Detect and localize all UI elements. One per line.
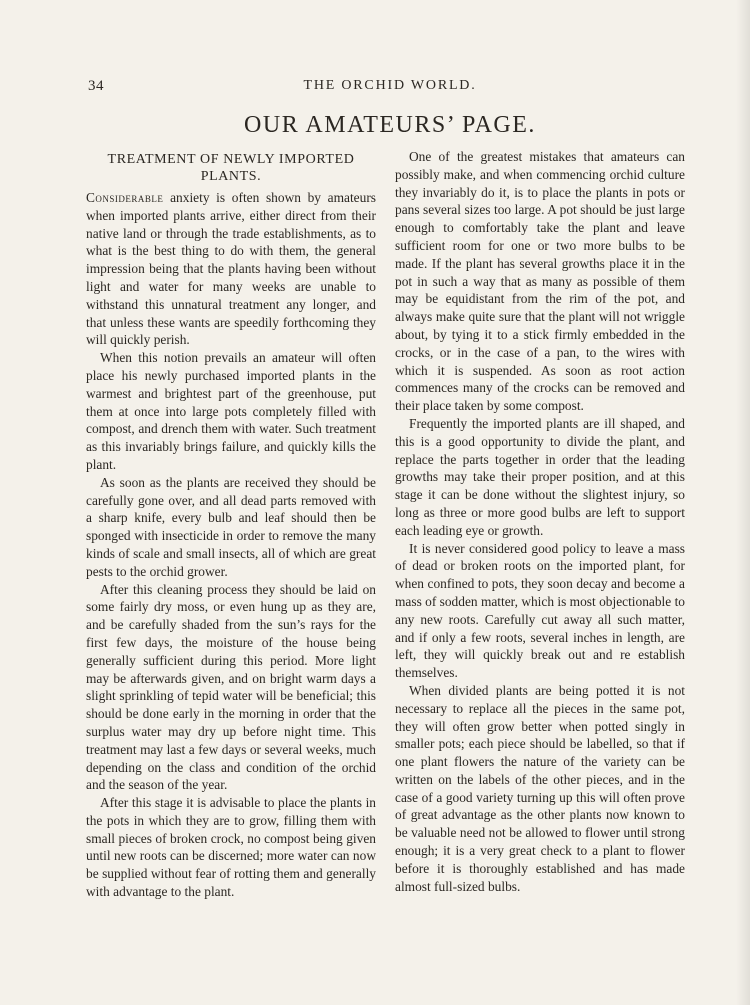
paragraph: Frequently the imported plants are ill shaped, and this is a good opportunity to divide the plant, and replace the parts together in order that the leading growths may take their proper position, and at this stage it can be done without the slightest injury, so long as three or more good bulbs are left to support each leading eye or growth. <box>395 415 685 538</box>
running-head <box>88 78 692 98</box>
journal-title: THE ORCHID WORLD. <box>303 78 477 93</box>
page-edge-shadow <box>736 0 750 1005</box>
paragraph <box>86 189 376 349</box>
paragraph: As soon as the plants are received they should be carefully gone over, and all dead parts removed with a sharp knife, every bulb and leaf should then be sponged with insecticide in order to remove the many kinds of scale and small insects, all of which are great pests to the orchid grower. <box>86 474 376 579</box>
left-column <box>86 148 376 901</box>
article-heading: TREATMENT OF NEWLY IMPORTED PLANTS. <box>107 152 355 184</box>
paragraph: After this stage it is advisable to place the plants in the pots in which they are to grow, filling them with small pieces of broken crock, no compost being given until new roots can be discerned; more water can now be supplied without fear of rotting them and generally with advantage to the plant. <box>86 795 376 900</box>
page-title: OUR AMATEURS’ PAGE. <box>244 112 536 138</box>
paragraph: One of the greatest mistakes that amateurs can possibly make, and when commencing orchid culture they invariably do it, is to place the plants in pots or pans several sizes too large. A pot should be just large enough to comfortably take the plant and leave sufficient room for one or two more bulbs to be made. If the plant has several growths place it in the pot in such a way that as many as possible of them may be equidistant from the rim of the pot, and always make quite sure that the plant will not wriggle about, by tying it to a stick firmly embedded in the crocks, or in the case of a pan, to the wires with which it is suspended. As soon as root action commences many of the crocks can be removed and their place taken by some compost. <box>395 149 685 414</box>
drop-first-word: Considerable <box>86 190 164 205</box>
paragraph: After this cleaning process they should be laid on some fairly dry moss, or even hung up as they are, and be carefully shaded from the sun’s rays for the first few days, the moisture of the house being generally sufficient during this period. More light may be afterwards given, and on bright warm days a slight sprinkling of tepid water will be beneficial; this should be done early in the morning in order that the surplus water may dry up before night time. This treatment may last a few days or several weeks, much depending on the class and condition of the orchid and the season of the year. <box>86 581 376 793</box>
page-number: 34 <box>88 78 104 94</box>
paragraph-text: anxiety is often shown by amateurs when imported plants arrive, either direct from their native land or through the trade establishments, as to what is the best thing to do with them, the general impression being that the plants having been without light and water for many weeks are unable to withstand this unnatural treatment any longer, and that unless these wants are speedily forthcoming they will quickly perish. <box>86 190 376 348</box>
paragraph: It is never considered good policy to leave a mass of dead or broken roots on the imported plant, for when confined to pots, they soon decay and become a mass of sodden matter, which is most objectionable to any new roots. Carefully cut away all such matter, and if only a few roots, several inches in length, are left, they will quickly break out and re establish themselves. <box>395 540 685 681</box>
paragraph: When divided plants are being potted it is not necessary to replace all the pieces in the same pot, they will often grow better when potted singly in smaller pots; each piece should be labelled, so that if one plant flowers the nature of the variety can be written on the labels of the other pieces, and in the case of a good variety turning up this will often prove of great advantage as the other plants now known to be valuable need not be allowed to flower until strong enough; it is a very great check to a plant to flower before it is thoroughly established and has made almost full-sized bulbs. <box>395 682 685 894</box>
paragraph: When this notion prevails an amateur will often place his newly purchased imported plants in the warmest and brightest part of the greenhouse, put them at once into large pots completely filled with compost, and drench them with water. Such treatment as this invariably brings failure, and quickly kills the plant. <box>86 350 376 472</box>
right-column <box>395 148 685 895</box>
